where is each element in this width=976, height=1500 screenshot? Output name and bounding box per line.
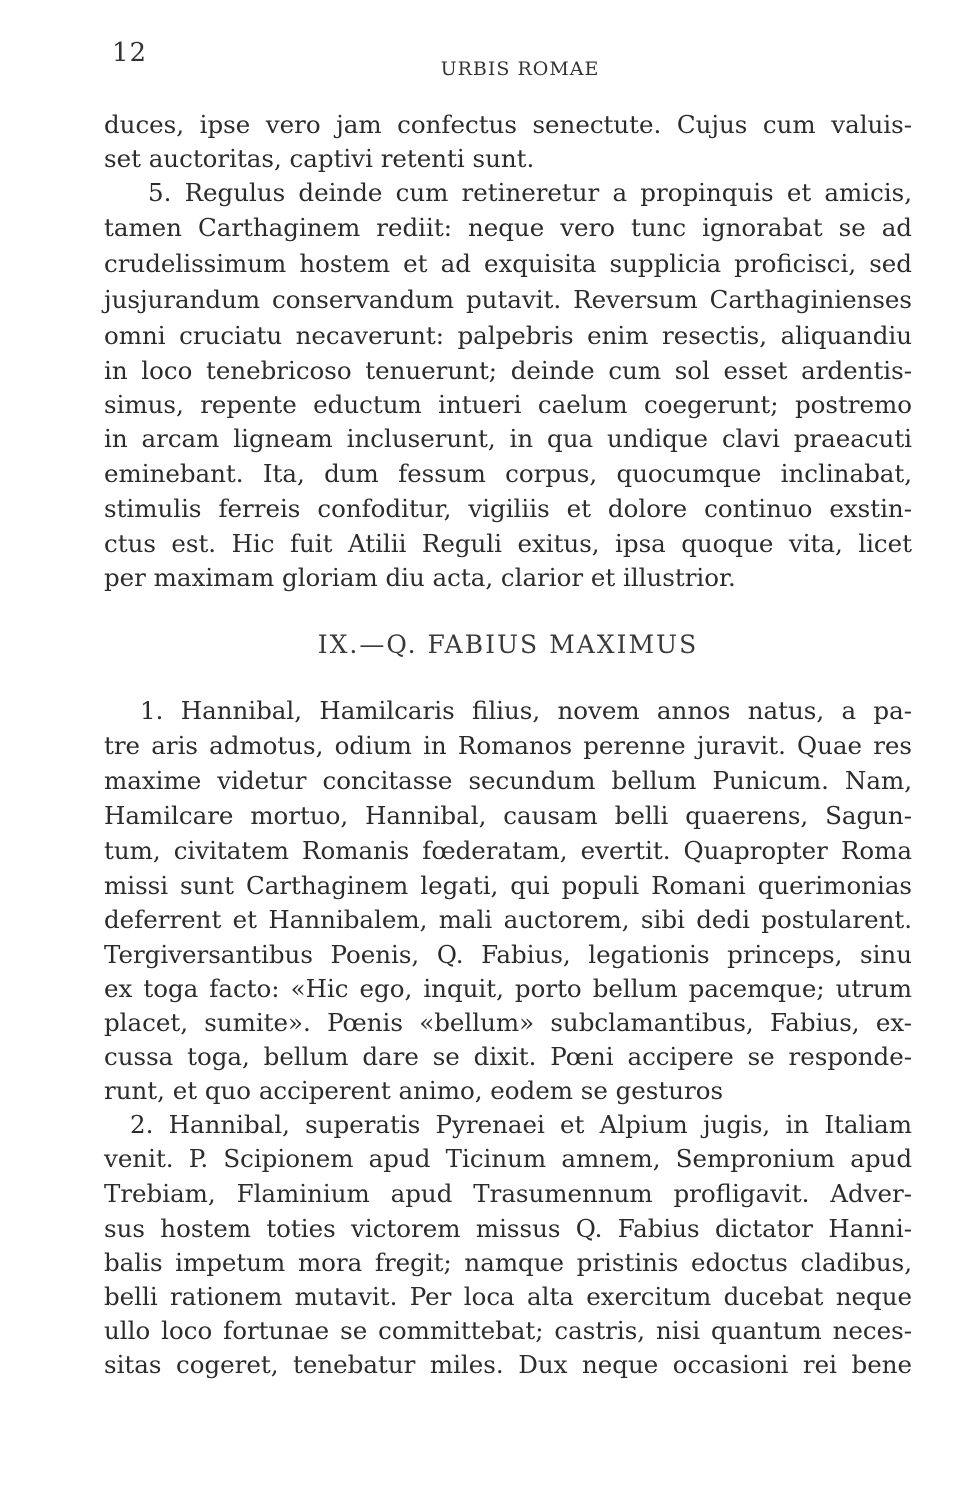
text-line: duces, ipse vero jam confectus senectute. Cujus cum valuis- [104,110,912,139]
text-line: venit. P. Scipionem apud Ticinum amnem, Sempronium apud [104,1144,912,1173]
text-line: missi sunt Carthaginem legati, qui populi Romani querimonias [104,871,912,900]
text-line: placet, sumite». Pœnis «bellum» subclamantibus, Fabius, ex- [104,1008,912,1037]
text-line: in arcam ligneam incluserunt, in qua undique clavi praeacuti [104,424,912,453]
paragraph-start-line: 5. Regulus deinde cum retineretur a propinquis et amicis, [148,178,912,207]
text-line: ex toga facto: «Hic ego, inquit, porto bellum pacemque; utrum [104,974,912,1003]
text-line: crudelissimum hostem et ad exquisita supplicia proficisci, sed [104,249,912,278]
text-line: eminebant. Ita, dum fessum corpus, quocumque inclinabat, [104,459,912,488]
text-line: set auctoritas, captivi retenti sunt. [104,144,535,173]
running-head: URBIS ROMAE [440,58,600,80]
text-line: stimulis ferreis confoditur, vigiliis et dolore continuo exstin- [104,494,912,523]
text-line: Tergiversantibus Poenis, Q. Fabius, legationis princeps, sinu [104,940,912,969]
paragraph-start-line: 2. Hannibal, superatis Pyrenaei et Alpium jugis, in Italiam [130,1110,912,1139]
text-line: tum, civitatem Romanis fœderatam, evertit. Quapropter Roma [104,836,912,865]
text-line: ullo loco fortunae se committebat; castris, nisi quantum neces- [104,1316,912,1345]
text-line: maxime videtur concitasse secundum bellum Punicum. Nam, [104,766,912,795]
text-line: sitas cogeret, tenebatur miles. Dux neque occasioni rei bene [104,1350,912,1379]
paragraph-start-line: 1. Hannibal, Hamilcaris filius, novem annos natus, a pa- [140,696,912,725]
text-line: in loco tenebricoso tenuerunt; deinde cum sol esset ardentis- [104,356,912,385]
text-line: ctus est. Hic fuit Atilii Reguli exitus, ipsa quoque vita, licet [104,529,912,558]
text-line: simus, repente eductum intueri caelum coegerunt; postremo [104,390,912,419]
text-line: tre aris admotus, odium in Romanos perenne juravit. Quae res [104,731,912,760]
text-line: sus hostem toties victorem missus Q. Fabius dictator Hanni- [104,1214,912,1243]
text-line: Trebiam, Flaminium apud Trasumennum profligavit. Adver- [104,1179,912,1208]
text-line: belli rationem mutavit. Per loca alta exercitum ducebat neque [104,1282,912,1311]
text-line: omni cruciatu necaverunt: palpebris enim resectis, aliquandiu [104,321,912,350]
text-line: runt, et quo acciperent animo, eodem se gesturos [104,1076,724,1105]
text-line: jusjurandum conservandum putavit. Reversum Carthaginienses [104,285,912,314]
text-line: deferrent et Hannibalem, mali auctorem, sibi dedi postularent. [104,905,912,934]
text-line: per maximam gloriam diu acta, clarior et illustrior. [104,563,736,592]
text-line: tamen Carthaginem rediit: neque vero tunc ignorabat se ad [104,213,912,242]
page-number: 12 [112,38,148,68]
text-line: balis impetum mora fregit; namque pristinis edoctus cladibus, [104,1248,912,1277]
text-line: Hamilcare mortuo, Hannibal, causam belli quaerens, Sagun- [104,801,912,830]
text-line: cussa toga, bellum dare se dixit. Pœni accipere se responde- [104,1042,912,1071]
section-heading: IX.—Q. FABIUS MAXIMUS [317,630,699,659]
